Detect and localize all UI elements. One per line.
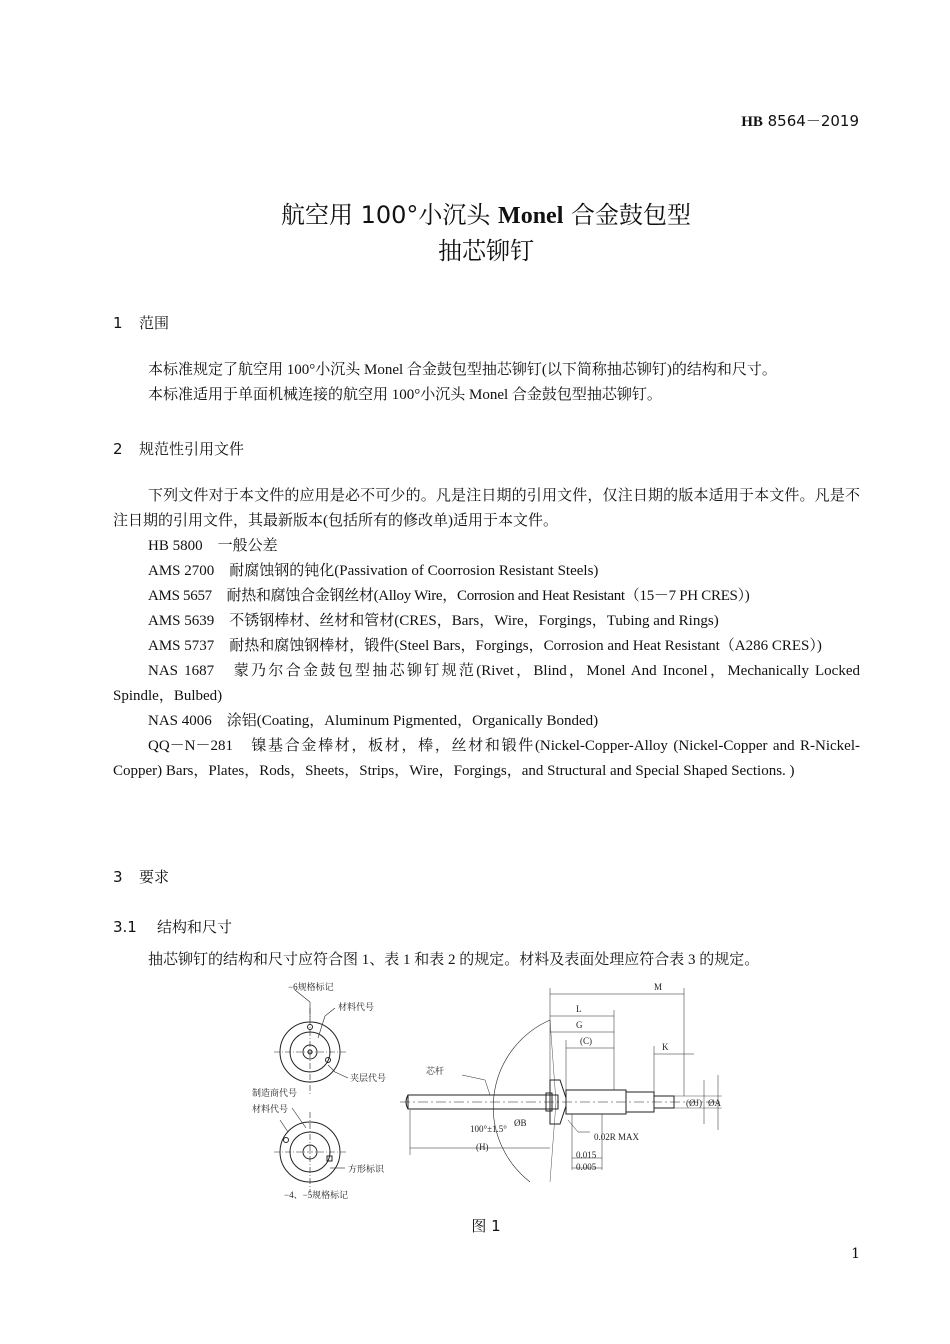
label-L: L [576,1004,582,1014]
reference-item: AMS 5737 耐热和腐蚀钢棒材，锻件(Steel Bars，Forgings，Corrosion and Heat Resistant（A286 CRES）) [148,638,822,654]
references-intro: 下列文件对于本文件的应用是必不可少的。凡是注日期的引用文件，仅注日期的版本适用于本文件。凡是不注日期的引用文件，其最新版本(包括所有的修改单)适用于本文件。 [113,488,860,529]
reference-item: AMS 5657 耐热和腐蚀合金钢丝材(Alloy Wire，Corrosion and Heat Resistant（15－7 PH CRES）) [148,588,750,604]
requirements-para: 抽芯铆钉的结构和尺寸应符合图 1、表 1 和表 2 的规定。材料及表面处理应符合表 3 的规定。 [148,952,760,968]
label-maker: 制造商代号 [252,1088,298,1098]
figure-caption: 图 1 [471,1217,501,1235]
section-3-heading: 3 要求 [113,868,170,886]
reference-item: NAS 4006 涂铝(Coating，Aluminum Pigmented，Organically Bonded) [148,713,599,729]
label-C: (C) [580,1036,592,1046]
references-block [113,484,860,784]
section-1-heading: 1 范围 [113,314,170,332]
label-M: M [654,982,663,992]
label-G: G [576,1020,583,1030]
label-clad: 夹层代号 [350,1073,387,1083]
label-d1: 0.015 [576,1150,597,1160]
label-H: (H) [476,1142,489,1152]
reference-item: AMS 5639 不锈钢棒材、丝材和管材(CRES，Bars，Wire，Forgings，Tubing and Rings) [148,613,719,629]
label-material-1: 材料代号 [338,1002,375,1012]
rivet-technical-drawing [250,980,730,1200]
label-A: ØA [708,1098,721,1108]
figure-1-drawing [250,980,730,1200]
label-J: (ØJ) [686,1098,702,1108]
reference-item: QQ－N－281 镍基合金棒材，板材，棒，丝材和锻件(Nickel-Copper-Alloy (Nickel-Copper and R-Nickel-Copper) Bars，Plates，Rods，Sheets，Strips，Wire，Forgings，and Structural and Special Shaped Sections. ) [113,738,860,779]
label-square: 方形标识 [348,1164,385,1174]
label-K: K [662,1042,669,1052]
label-core: 芯杆 [426,1066,445,1076]
label-B: ØB [514,1118,527,1128]
reference-item: AMS 2700 耐腐蚀钢的钝化(Passivation of Coorrosion Resistant Steels) [148,563,599,579]
doc-title-line2: 抽芯铆钉 [438,237,534,265]
label-mark6: −6规格标记 [288,982,334,992]
marking-dot [284,1138,289,1143]
page-number: 1 [851,1246,860,1262]
reference-item: HB 5800 一般公差 [148,538,278,554]
scope-para-1: 本标准规定了航空用 100°小沉头 Monel 合金鼓包型抽芯铆钉(以下简称抽芯铆钉)的结构和尺寸。 [148,362,777,378]
section-2-heading: 2 规范性引用文件 [113,440,245,458]
doc-title-line1: 航空用 100°小沉头 Monel 合金鼓包型 [280,201,692,229]
label-material-2: 材料代号 [252,1104,289,1114]
label-angle: 100°±1.5° [470,1124,507,1134]
reference-item: NAS 1687 蒙乃尔合金鼓包型抽芯铆钉规范(Rivet，Blind，Monel And Inconel，Mechanically Locked Spindle，Bulbed) [113,663,860,704]
doc-code: HB 8564－2019 [741,112,859,130]
label-radius: 0.02R MAX [594,1132,640,1142]
label-mark45: −4、−5规格标记 [284,1190,349,1200]
section-3-1-heading: 3.1 结构和尺寸 [113,918,233,936]
label-d2: 0.005 [576,1162,597,1172]
scope-para-2: 本标准适用于单面机械连接的航空用 100°小沉头 Monel 合金鼓包型抽芯铆钉。 [148,387,662,403]
